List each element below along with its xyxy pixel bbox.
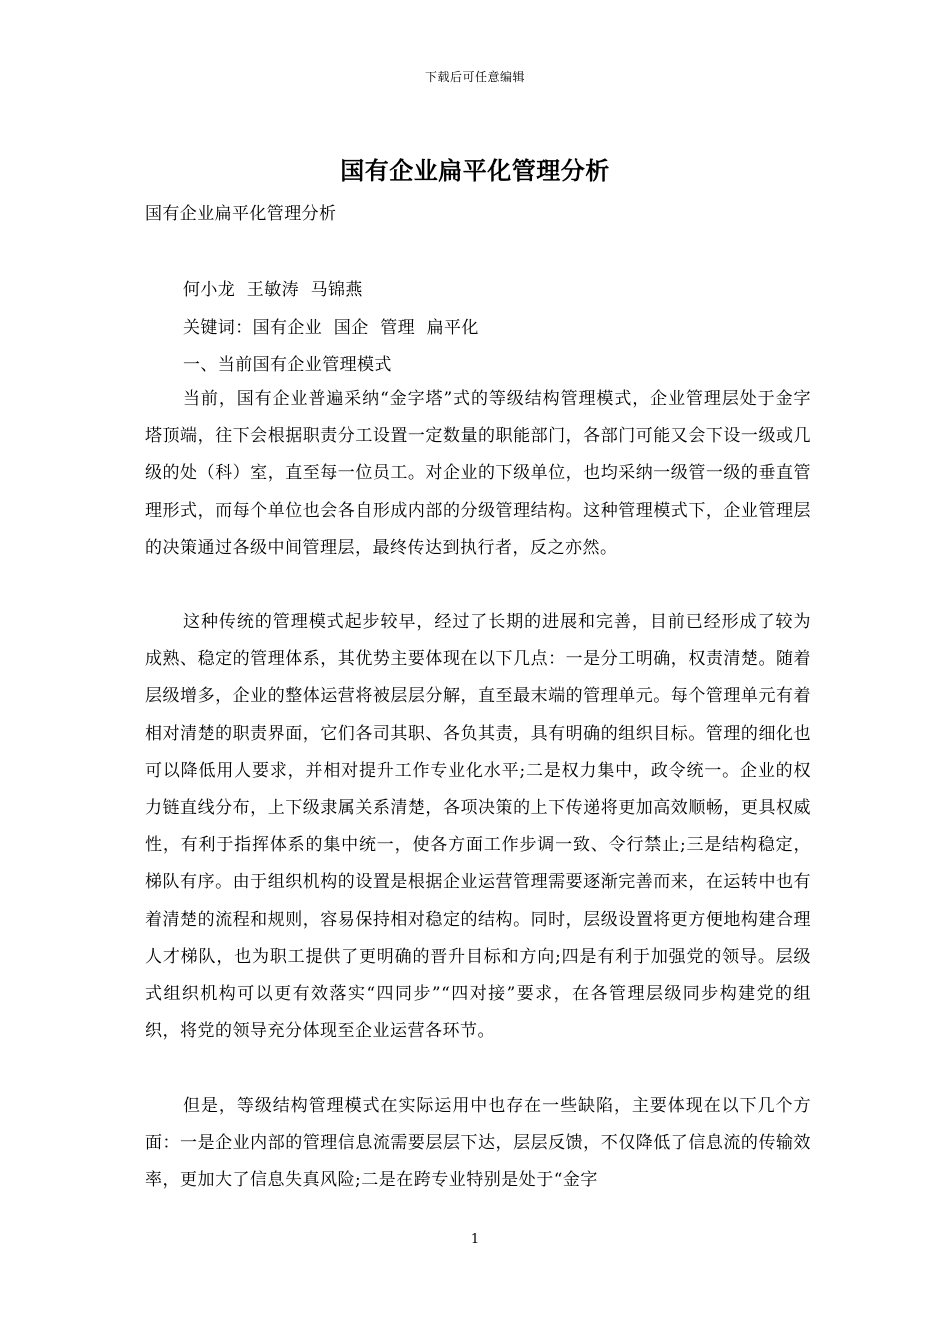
body-paragraph: 但是，等级结构管理模式在实际运用中也存在一些缺陷，主要体现在以下几个方面：一是企业内部的管理信息流需要层层下达，层层反馈，不仅降低了信息流的传输效率，更加大了信息失真风险;二是在跨专业特别是处于“金字 [145, 1096, 811, 1191]
page-number: 1 [470, 1232, 480, 1247]
body-paragraph-2-block [145, 604, 811, 1050]
body-paragraph: 当前，国有企业普遍采纳“金字塔”式的等级结构管理模式，企业管理层处于金字塔顶端，往下会根据职责分工设置一定数量的职能部门，各部门可能又会下设一级或几级的处（科）室，直至每一位员工。对企业的下级单位，也均采纳一级管一级的垂直管理形式，而每个单位也会各自形成内部的分级管理结构。这种管理模式下，企业管理层的决策通过各级中间管理层，最终传达到执行者，反之亦然。 [145, 389, 811, 558]
header-note: 下载后可任意编辑 [424, 70, 525, 84]
body-paragraph-3-block [145, 1088, 811, 1200]
document-subtitle: 国有企业扁平化管理分析 [145, 204, 337, 224]
body-paragraph: 这种传统的管理模式起步较早，经过了长期的进展和完善，目前已经形成了较为成熟、稳定的管理体系，其优势主要体现在以下几点：一是分工明确，权责清楚。随着层级增多，企业的整体运营将被层层分解，直至最末端的管理单元。每个管理单元有着相对清楚的职责界面，它们各司其职、各负其责，具有明确的组织目标。管理的细化也可以降低用人要求，并相对提升工作专业化水平;二是权力集中，政令统一。企业的权力链直线分布，上下级隶属关系清楚，各项决策的上下传递将更加高效顺畅，更具权威性，有利于指挥体系的集中统一，使各方面工作步调一致、令行禁止;三是结构稳定，梯队有序。由于组织机构的设置是根据企业运营管理需要逐渐完善而来，在运转中也有着清楚的流程和规则，容易保持相对稳定的结构。同时，层级设置将更方便地构建合理人才梯队，也为职工提供了更明确的晋升目标和方向;四是有利于加强党的领导。层级式组织机构可以更有效落实“四同步”“四对接”要求，在各管理层级同步构建党的组织，将党的领导充分体现至企业运营各环节。 [145, 612, 811, 1042]
document-title: 国有企业扁平化管理分析 [340, 156, 610, 185]
section-heading: 一、当前国有企业管理模式 [183, 355, 392, 375]
keywords-line: 关键词：国有企业 国企 管理 扁平化 [183, 318, 479, 338]
authors-line: 何小龙 王敏涛 马锦燕 [183, 280, 363, 300]
body-paragraph-1-block [145, 381, 811, 567]
